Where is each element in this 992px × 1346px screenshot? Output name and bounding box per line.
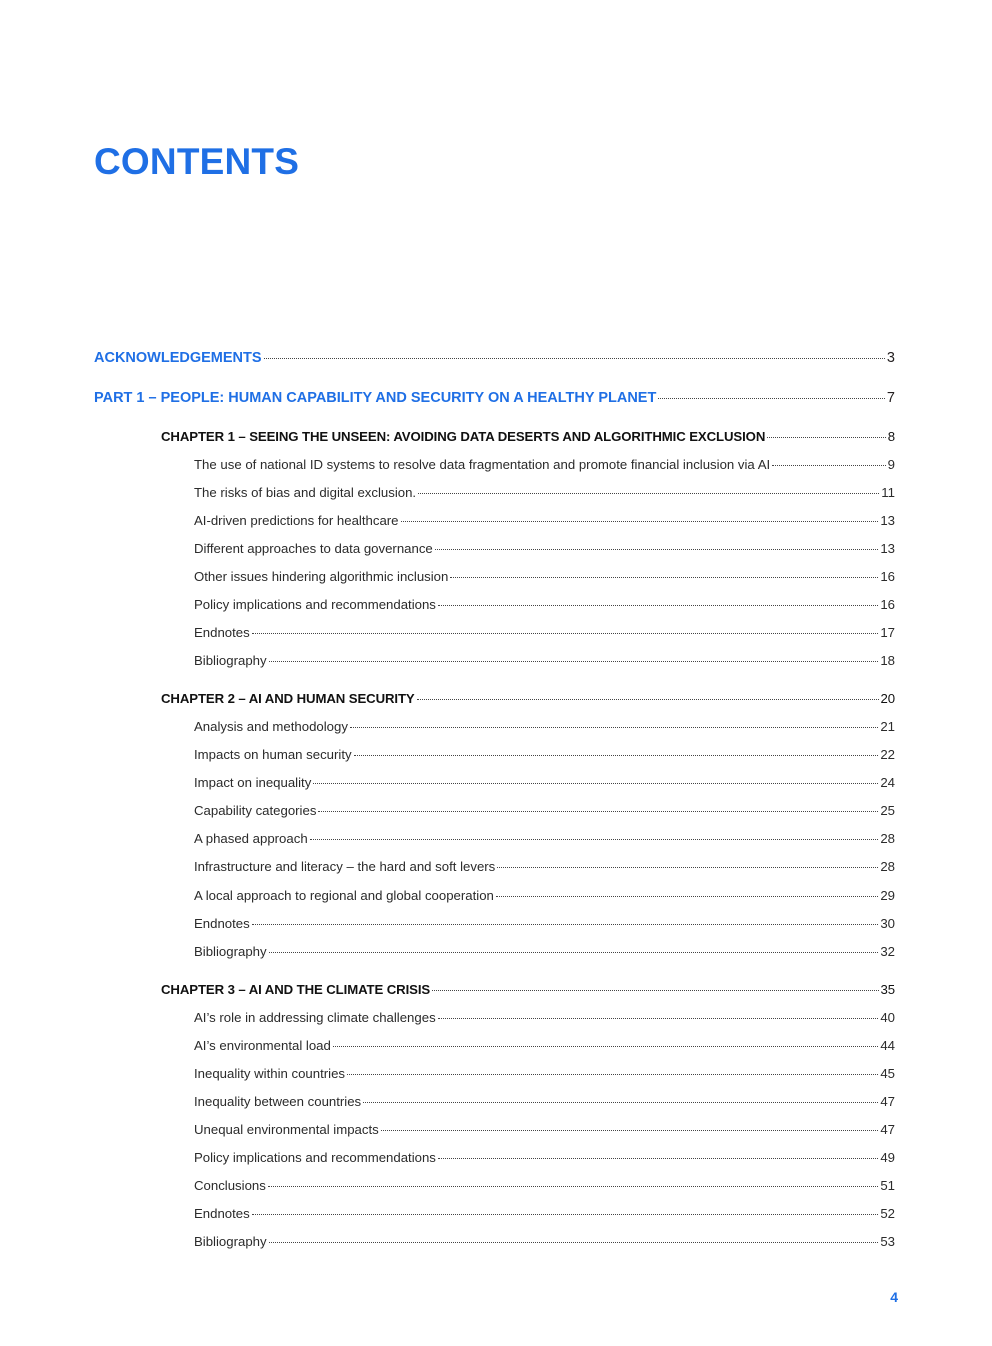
toc-entry-page: 29	[880, 888, 895, 903]
toc-entry-title: ACKNOWLEDGEMENTS	[94, 350, 262, 366]
toc-section-entry[interactable]	[194, 1234, 895, 1249]
toc-section-entry[interactable]	[194, 569, 895, 584]
dot-leader	[350, 726, 878, 728]
dot-leader	[450, 576, 878, 578]
toc-entry-page: 8	[887, 429, 895, 444]
page-number: 4	[890, 1289, 898, 1305]
toc-entry-page: 21	[880, 719, 895, 734]
dot-leader	[264, 357, 885, 359]
toc-section-entry[interactable]	[194, 1122, 895, 1137]
toc-entry-page: 25	[880, 803, 895, 818]
toc-entry-title: Impact on inequality	[194, 775, 312, 790]
toc-section-entry[interactable]	[194, 485, 895, 500]
toc-section-entry[interactable]	[194, 653, 895, 668]
toc-entry-page: 13	[880, 513, 895, 528]
toc-entry-title: Unequal environmental impacts	[194, 1122, 379, 1137]
dot-leader	[333, 1045, 878, 1047]
dot-leader	[497, 866, 878, 868]
toc-entry-title: Analysis and methodology	[194, 719, 348, 734]
dot-leader	[772, 464, 885, 466]
toc-entry-page: 53	[880, 1234, 895, 1249]
toc-entry-page: 17	[880, 625, 895, 640]
toc-entry-page: 44	[880, 1038, 895, 1053]
toc-entry-page: 52	[880, 1206, 895, 1221]
toc-entry-title: Bibliography	[194, 1234, 267, 1249]
toc-section-entry[interactable]	[194, 944, 895, 959]
toc-entry-page: 45	[880, 1066, 895, 1081]
toc-chapter-entry[interactable]	[161, 429, 895, 444]
toc-entry-title: PART 1 – PEOPLE: HUMAN CAPABILITY AND SECURITY ON A HEALTHY PLANET	[94, 390, 657, 406]
toc-entry-title: Inequality within countries	[194, 1066, 346, 1081]
toc-entry-title: The risks of bias and digital exclusion.	[194, 485, 417, 500]
toc-entry-page: 35	[880, 982, 895, 997]
dot-leader	[269, 660, 879, 662]
toc-chapter-entry[interactable]	[161, 691, 895, 706]
toc-section-entry[interactable]	[194, 916, 895, 931]
toc-entry-page: 24	[880, 775, 895, 790]
dot-leader	[252, 632, 879, 634]
toc-entry-title: Inequality between countries	[194, 1094, 362, 1109]
toc-entry-title: CHAPTER 1 – SEEING THE UNSEEN: AVOIDING DATA DESERTS AND ALGORITHMIC EXCLUSION	[161, 429, 766, 444]
toc-entry-page: 47	[880, 1122, 895, 1137]
toc-section-entry[interactable]	[194, 1178, 895, 1193]
toc-entry-page: 3	[886, 350, 895, 366]
toc-entry-title: Policy implications and recommendations	[194, 1150, 436, 1165]
toc-entry-title: Capability categories	[194, 803, 317, 818]
toc-entry-title: Infrastructure and literacy – the hard and soft levers	[194, 859, 496, 874]
toc-entry-title: Conclusions	[194, 1178, 266, 1193]
toc-entry-title: Policy implications and recommendations	[194, 597, 436, 612]
toc-entry-page: 28	[880, 831, 895, 846]
toc-section-entry[interactable]	[194, 859, 895, 874]
toc-entry-title: AI’s role in addressing climate challenges	[194, 1010, 436, 1025]
toc-entry-page: 22	[880, 747, 895, 762]
toc-section-entry[interactable]	[194, 1010, 895, 1025]
toc-section-entry[interactable]	[194, 513, 895, 528]
toc-section-entry[interactable]	[194, 1206, 895, 1221]
toc-entry-title: Endnotes	[194, 1206, 250, 1221]
toc-entry-page: 40	[880, 1010, 895, 1025]
dot-leader	[318, 810, 878, 812]
dot-leader	[252, 1213, 879, 1215]
dot-leader	[268, 1185, 878, 1187]
toc-entry-page: 49	[880, 1150, 895, 1165]
toc-entry-title: A phased approach	[194, 831, 308, 846]
dot-leader	[313, 782, 878, 784]
toc-section-entry[interactable]	[194, 541, 895, 556]
toc-entry-page: 9	[887, 457, 895, 472]
toc-entry-title: A local approach to regional and global cooperation	[194, 888, 494, 903]
dot-leader	[767, 436, 886, 438]
dot-leader	[401, 520, 879, 522]
dot-leader	[658, 397, 885, 399]
dot-leader	[417, 698, 879, 700]
dot-leader	[310, 838, 879, 840]
toc-entry-title: Bibliography	[194, 944, 267, 959]
toc-chapter-entry[interactable]	[161, 982, 895, 997]
dot-leader	[432, 989, 878, 991]
dot-leader	[381, 1129, 879, 1131]
toc-entry-page: 16	[880, 569, 895, 584]
toc-entry-page: 7	[886, 390, 895, 406]
toc-section-entry[interactable]	[194, 457, 895, 472]
dot-leader	[363, 1101, 878, 1103]
dot-leader	[418, 492, 879, 494]
dot-leader	[269, 1241, 879, 1243]
dot-leader	[438, 604, 878, 606]
toc-entry-title: Endnotes	[194, 625, 250, 640]
toc-entry-title: The use of national ID systems to resolve data fragmentation and promote financial inclusion via AI	[194, 457, 771, 472]
toc-section-entry[interactable]	[194, 597, 895, 612]
page-title: CONTENTS	[94, 141, 300, 182]
toc-entry-title: AI-driven predictions for healthcare	[194, 513, 399, 528]
toc-section-entry[interactable]	[194, 719, 895, 734]
dot-leader	[252, 923, 879, 925]
toc-entry-page: 30	[880, 916, 895, 931]
toc-section-entry[interactable]	[194, 775, 895, 790]
toc-entry-title: Bibliography	[194, 653, 267, 668]
toc-section-entry[interactable]	[194, 747, 895, 762]
dot-leader	[438, 1017, 879, 1019]
toc-entry-page: 51	[880, 1178, 895, 1193]
toc-section-entry[interactable]	[194, 1038, 895, 1053]
toc-entry-page: 20	[880, 691, 895, 706]
toc-entry-title: Other issues hindering algorithmic inclusion	[194, 569, 449, 584]
toc-part-entry[interactable]	[94, 350, 895, 366]
toc-entry-title: AI’s environmental load	[194, 1038, 331, 1053]
toc-section-entry[interactable]	[194, 625, 895, 640]
toc-entry-page: 13	[880, 541, 895, 556]
toc-entry-page: 32	[880, 944, 895, 959]
toc-entry-page: 11	[881, 485, 895, 500]
toc-entry-title: Endnotes	[194, 916, 250, 931]
toc-entry-page: 28	[880, 859, 895, 874]
dot-leader	[438, 1157, 878, 1159]
toc-entry-title: CHAPTER 2 – AI AND HUMAN SECURITY	[161, 691, 415, 706]
toc-section-entry[interactable]	[194, 888, 895, 903]
toc-section-entry[interactable]	[194, 831, 895, 846]
dot-leader	[435, 548, 879, 550]
toc-section-entry[interactable]	[194, 1094, 895, 1109]
toc-part-entry[interactable]	[94, 390, 895, 406]
dot-leader	[269, 951, 879, 953]
toc-section-entry[interactable]	[194, 803, 895, 818]
toc-entry-page: 16	[880, 597, 895, 612]
toc-entry-title: Different approaches to data governance	[194, 541, 433, 556]
toc-entry-title: Impacts on human security	[194, 747, 352, 762]
toc-entry-title: CHAPTER 3 – AI AND THE CLIMATE CRISIS	[161, 982, 431, 997]
toc-entry-page: 47	[880, 1094, 895, 1109]
toc-section-entry[interactable]	[194, 1066, 895, 1081]
toc-section-entry[interactable]	[194, 1150, 895, 1165]
dot-leader	[354, 754, 879, 756]
dot-leader	[347, 1073, 878, 1075]
toc-entry-page: 18	[880, 653, 895, 668]
dot-leader	[496, 895, 878, 897]
